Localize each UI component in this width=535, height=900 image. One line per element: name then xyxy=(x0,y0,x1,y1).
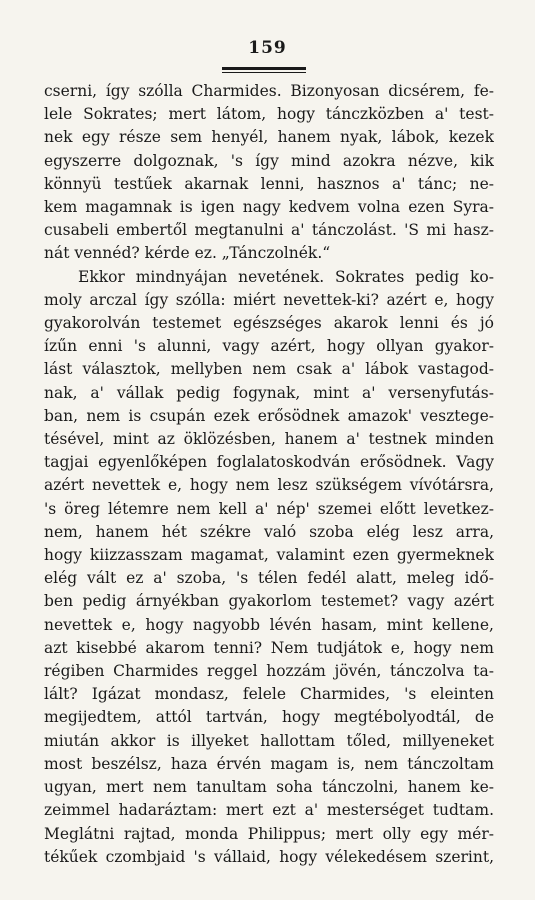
text-line: cusabeli embertől megtanulni a' tánczolást. 'S mi hasz- xyxy=(44,221,494,240)
text-line: tésével, mint az öklözésben, hanem a' testnek minden xyxy=(44,430,494,449)
text-line: zeimmel hadaráztam: mert ezt a' mesterséget tudtam. xyxy=(44,801,494,820)
text-line: Meglátni rajtad, monda Philippus; mert olly egy mér- xyxy=(44,824,494,843)
text-line: tagjai egyenlőképen foglalatoskodván erősödnek. Vagy xyxy=(44,453,494,472)
text-line: ben pedig árnyékban gyakorlom testemet? vagy azért xyxy=(44,592,494,611)
text-line: kem magamnak is igen nagy kedvem volna ezen Syra- xyxy=(44,198,494,217)
body-text xyxy=(44,80,494,869)
text-line: most beszélsz, haza érvén magam is, nem tánczoltam xyxy=(44,754,494,773)
text-line: nak, a' vállak pedig fogynak, mint a' versenyfutás- xyxy=(44,383,494,402)
text-line: moly arczal így szólla: miért nevettek-ki? azért e, hogy xyxy=(44,290,494,309)
text-line: egyszerre dolgoznak, 's így mind azokra nézve, kik xyxy=(44,151,494,170)
text-line: megijedtem, attól tartván, hogy megtébolyodtál, de xyxy=(44,708,494,727)
text-line: ugyan, mert nem tanultam soha tánczolni, hanem ke- xyxy=(44,778,494,797)
text-line: hogy kiizzasszam magamat, valamint ezen gyermeknek xyxy=(44,546,494,565)
text-line: nek egy része sem henyél, hanem nyak, lábok, kezek xyxy=(44,128,494,147)
text-line: elég vált ez a' szoba, 's télen fedél alatt, meleg idő- xyxy=(44,569,494,588)
text-line: azt kisebbé akarom tenni? Nem tudjátok e, hogy nem xyxy=(44,638,494,657)
text-line: tékűek czombjaid 's vállaid, hogy vélekedésem szerint, xyxy=(44,847,494,866)
text-line: gyakorolván testemet egészséges akarok lenni és jó xyxy=(44,314,494,333)
text-line: cserni, így szólla Charmides. Bizonyosan dicsérem, fe- xyxy=(44,82,494,100)
text-line: könnyü testűek akarnak lenni, hasznos a' tánc; ne- xyxy=(44,174,494,193)
page-number: 159 xyxy=(248,38,287,58)
text-line: ban, nem is csupán ezek erősödnek amazok' vesztege- xyxy=(44,406,494,425)
text-line: lást választok, mellyben nem csak a' lábok vastagod- xyxy=(44,360,494,379)
text-line: miután akkor is illyeket hallottam tőled, millyeneket xyxy=(44,731,494,750)
text-line: azért nevettek e, hogy nem lesz szükségem vívótársra, xyxy=(44,476,494,495)
text-line: ízűn enni 's alunni, vagy azért, hogy ollyan gyakor- xyxy=(44,337,494,356)
text-line: régiben Charmides reggel hozzám jövén, tánczolva ta- xyxy=(44,662,494,681)
header-rule-thick xyxy=(222,67,306,70)
text-line: nem, hanem hét székre való szoba elég lesz arra, xyxy=(44,522,494,541)
paragraph-start-line: Ekkor mindnyájan nevetének. Sokrates pedig ko- xyxy=(78,267,494,286)
text-line: lele Sokrates; mert látom, hogy tánczközben a' test- xyxy=(44,105,494,124)
header-rule-thin xyxy=(222,72,306,73)
text-line: nevettek e, hogy nagyobb lévén hasam, mint kellene, xyxy=(44,615,494,634)
text-line: nát vennéd? kérde ez. „Tánczolnék.“ xyxy=(44,244,331,263)
text-line: 's öreg létemre nem kell a' nép' szemei előtt levetkez- xyxy=(44,499,494,518)
text-line: lált? Igázat mondasz, felele Charmides, 's eleinten xyxy=(44,685,494,704)
